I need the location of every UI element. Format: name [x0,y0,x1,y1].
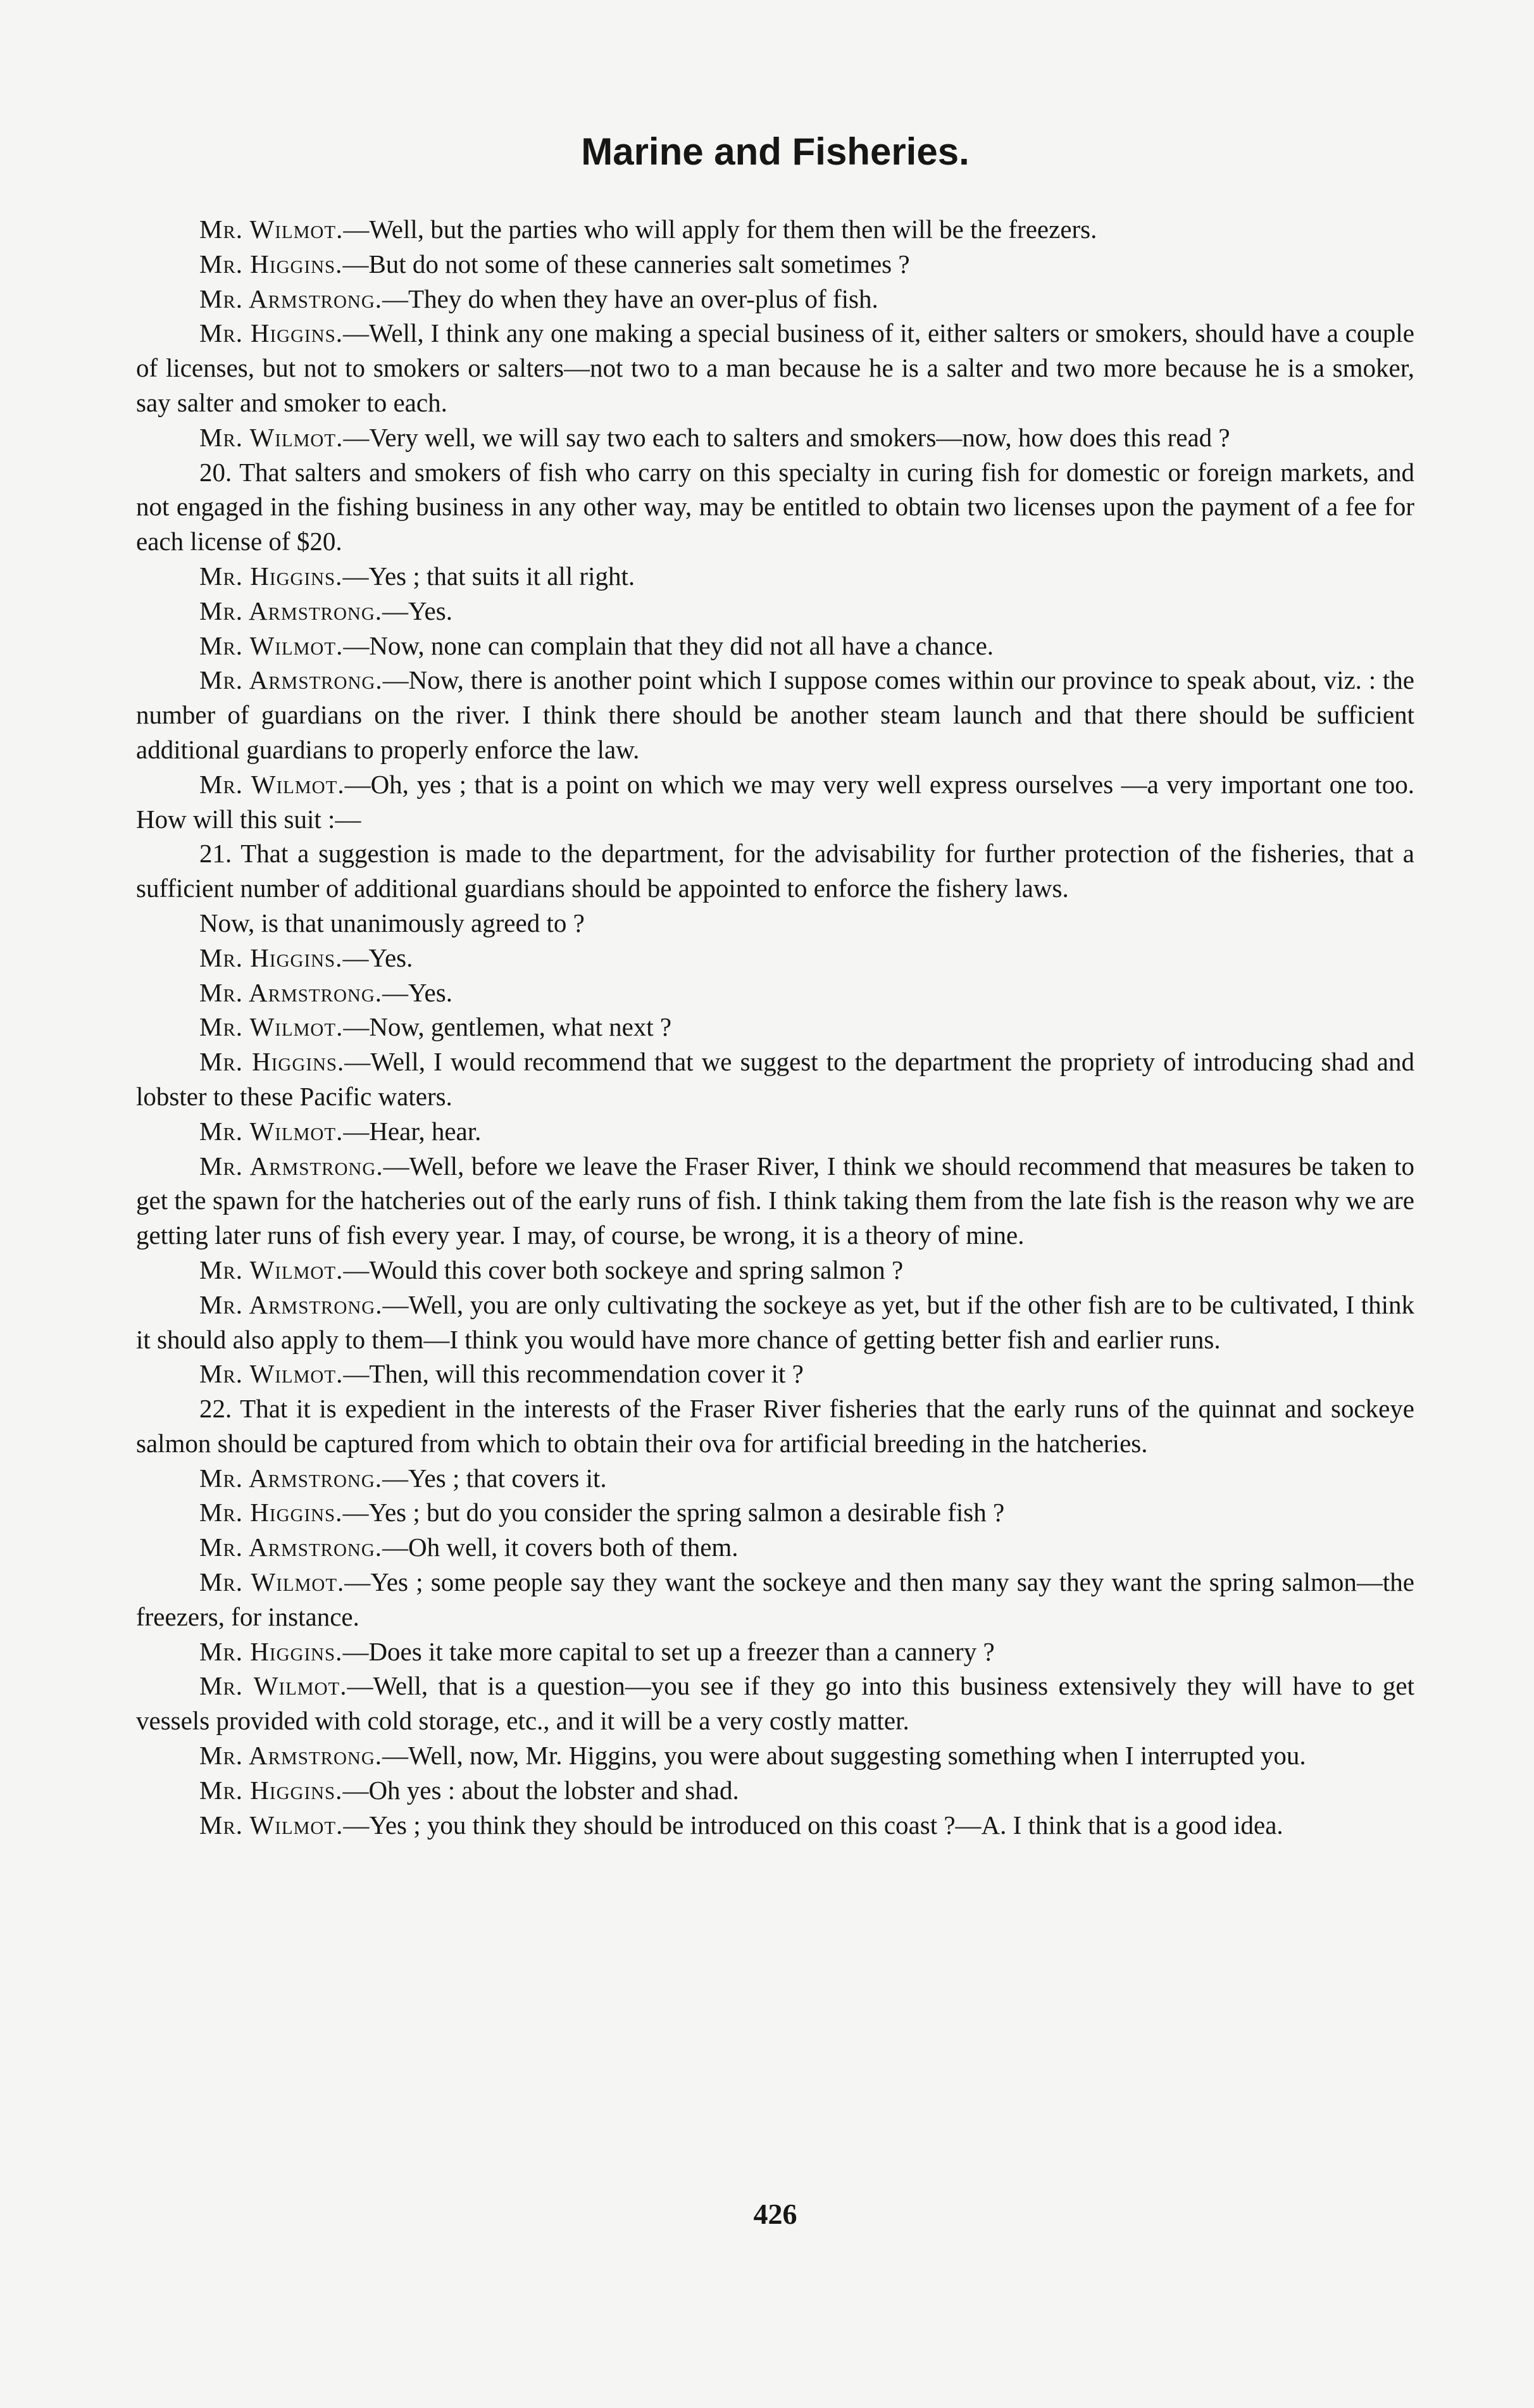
transcript-paragraph [136,420,1414,455]
speaker-name: Mr. Wilmot. [199,630,344,660]
transcript-paragraph [136,975,1414,1010]
transcript-paragraph [136,1495,1414,1530]
transcript-paragraph [136,1010,1414,1044]
speaker-name: Mr. Wilmot. [199,1359,344,1389]
speaker-name: Mr. Higgins. [199,1047,345,1077]
speaker-name: Mr. Armstrong. [199,284,383,313]
paragraph-text: —But do not some of these canneries salt sometimes ? [342,249,910,279]
transcript-paragraph [136,1357,1414,1391]
paragraph-text: —Now, gentlemen, what next ? [343,1012,672,1042]
body-text [136,212,1414,1842]
transcript-paragraph [136,1565,1414,1634]
page-number: 426 [753,2198,797,2230]
speaker-name: Mr. Wilmot. [199,1567,345,1597]
paragraph-text: —Now, there is another point which I suppose comes within our province to speak about, viz. : the number of guardians on the river. I think there should be another steam launch and that there should be sufficient additional guardians to properly enforce the law. [136,665,1414,764]
paragraph-text: —Oh, yes ; that is a point on which we may very well express ourselves —a very important one too. How will this suit :— [136,769,1414,834]
paragraph-text: —Yes. [382,977,452,1007]
transcript-paragraph [136,1149,1414,1253]
paragraph-text: —Well, that is a question—you see if they go into this business extensively they will have to get vessels provided with cold storage, etc., and it will be a very costly matter. [136,1671,1414,1736]
speaker-name: Mr. Wilmot. [199,1810,344,1840]
paragraph-text: —Oh yes : about the lobster and shad. [342,1775,739,1805]
transcript-paragraph [136,1044,1414,1114]
speaker-name: Mr. Higgins. [199,249,343,279]
paragraph-text: —Now, none can complain that they did not all have a chance. [343,630,994,660]
paragraph-text: —Yes ; that suits it all right. [342,561,635,591]
transcript-paragraph [136,559,1414,594]
paragraph-text: 22. That it is expedient in the interests of the Fraser River fisheries that the early runs of the quinnat and sockeye salmon should be captured from which to obtain their ova for artificial breeding in the hatcheries. [136,1394,1414,1458]
paragraph-text: —They do when they have an over-plus of fish. [382,284,878,313]
transcript-paragraph [136,941,1414,975]
transcript-paragraph [136,282,1414,317]
paragraph-text: —Very well, we will say two each to salters and smokers—now, how does this read ? [343,422,1230,452]
speaker-name: Mr. Wilmot. [199,1671,347,1701]
paragraph-text: —Yes. [342,943,413,972]
transcript-paragraph [136,1530,1414,1565]
page-title: Marine and Fisheries. [581,130,970,173]
transcript-paragraph [136,767,1414,837]
paragraph-text: —Yes ; that covers it. [382,1463,607,1493]
paragraph-text: 21. That a suggestion is made to the department, for the advisability for further protection of the fisheries, that a sufficient number of additional guardians should be appointed to enforce the fishery laws. [136,839,1414,903]
transcript-paragraph [136,906,1414,941]
transcript-paragraph [136,212,1414,247]
speaker-name: Mr. Wilmot. [199,1116,344,1146]
paragraph-text: —Well, now, Mr. Higgins, you were about suggesting something when I interrupted you. [382,1741,1306,1771]
transcript-paragraph [136,663,1414,767]
speaker-name: Mr. Higgins. [199,318,343,348]
transcript-paragraph [136,1253,1414,1288]
speaker-name: Mr. Armstrong. [199,1533,383,1562]
paragraph-text: Now, is that unanimously agreed to ? [199,908,585,937]
paragraph-text: —Yes ; but do you consider the spring salmon a desirable fish ? [342,1498,1005,1527]
paragraph-text: —Does it take more capital to set up a freezer than a cannery ? [342,1636,995,1666]
speaker-name: Mr. Armstrong. [199,596,383,625]
speaker-name: Mr. Higgins. [199,561,343,591]
speaker-name: Mr. Armstrong. [199,1151,384,1181]
paragraph-text: —Yes. [382,596,452,625]
transcript-paragraph [136,836,1414,906]
speaker-name: Mr. Wilmot. [199,1012,344,1042]
paragraph-text: —Well, I would recommend that we suggest to the department the propriety of introducing shad and lobster to these Pacific waters. [136,1047,1414,1111]
transcript-paragraph [136,1669,1414,1738]
speaker-name: Mr. Wilmot. [199,1255,344,1284]
speaker-name: Mr. Armstrong. [199,1289,383,1319]
transcript-paragraph [136,316,1414,420]
transcript-paragraph [136,1808,1414,1843]
document-page [136,0,1414,2408]
paragraph-text: —Well, I think any one making a special business of it, either salters or smokers, should have a couple of licenses, but not to smokers or salters—not two to a man because he is a salter and two more because he is a smoker, say salter and smoker to each. [136,318,1415,417]
paragraph-text: —Well, you are only cultivating the sockeye as yet, but if the other fish are to be cultivated, I think it should also apply to them—I think you would have more chance of getting better fish and earlier runs. [136,1289,1414,1354]
paragraph-text: —Oh well, it covers both of them. [382,1533,739,1562]
speaker-name: Mr. Wilmot. [199,215,344,244]
transcript-paragraph [136,1773,1414,1808]
transcript-paragraph [136,594,1414,629]
paragraph-text: —Yes ; you think they should be introduced on this coast ?—A. I think that is a good idea. [343,1810,1283,1840]
speaker-name: Mr. Wilmot. [199,769,345,799]
speaker-name: Mr. Wilmot. [199,422,344,452]
speaker-name: Mr. Higgins. [199,1775,343,1805]
speaker-name: Mr. Higgins. [199,1498,343,1527]
speaker-name: Mr. Armstrong. [199,665,383,695]
transcript-paragraph [136,629,1414,663]
paragraph-text: —Then, will this recommendation cover it ? [343,1359,804,1389]
paragraph-text: —Well, before we leave the Fraser River, I think we should recommend that measures be taken to get the spawn for the hatcheries out of the early runs of fish. I think taking them from the late fish is the reason why we are getting later runs of fish every year. I may, of course, be wrong, it is a theory of mine. [136,1151,1414,1250]
transcript-paragraph [136,247,1414,282]
transcript-paragraph [136,1114,1414,1149]
transcript-paragraph [136,455,1414,559]
transcript-paragraph [136,1288,1414,1357]
speaker-name: Mr. Armstrong. [199,1741,383,1771]
transcript-paragraph [136,1391,1414,1461]
speaker-name: Mr. Armstrong. [199,1463,383,1493]
paragraph-text: —Hear, hear. [343,1116,482,1146]
paragraph-text: 20. That salters and smokers of fish who carry on this specialty in curing fish for domestic or foreign markets, and not engaged in the fishing business in any other way, may be entitled to obtain two licenses upon the payment of a fee for each license of $20. [136,457,1414,556]
transcript-paragraph [136,1738,1414,1773]
speaker-name: Mr. Higgins. [199,943,343,972]
paragraph-text: —Well, but the parties who will apply for them then will be the freezers. [343,215,1097,244]
paragraph-text: —Would this cover both sockeye and spring salmon ? [343,1255,904,1284]
speaker-name: Mr. Higgins. [199,1636,343,1666]
transcript-paragraph [136,1461,1414,1496]
transcript-paragraph [136,1634,1414,1669]
speaker-name: Mr. Armstrong. [199,977,383,1007]
paragraph-text: —Yes ; some people say they want the sockeye and then many say they want the spring salmon—the freezers, for instance. [136,1567,1414,1631]
